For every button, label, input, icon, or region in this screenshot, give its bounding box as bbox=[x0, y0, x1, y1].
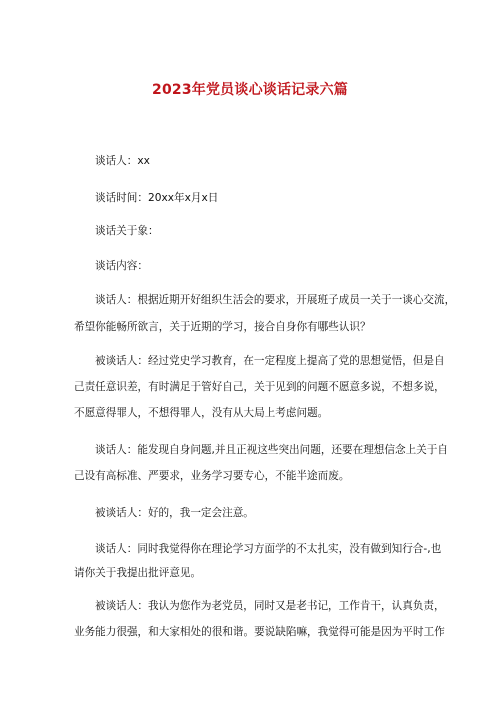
paragraph-line: 希望你能畅所欲言，关于近期的学习，接合自身你有哪些认识？ bbox=[74, 321, 371, 333]
paragraph-line: 谈话关于象： bbox=[95, 225, 159, 237]
paragraph-content-heading bbox=[74, 257, 430, 275]
paragraph-dialogue bbox=[74, 352, 445, 422]
paragraph-line: 谈话人：xx bbox=[95, 155, 150, 167]
paragraph-dialogue bbox=[74, 504, 430, 522]
paragraph-line: 被谈话人：经过党史学习教育，在一定程度上提高了党的思想觉悟，但是自 bbox=[95, 355, 445, 367]
paragraph-line: 请你关于我提出批评意见。 bbox=[74, 567, 202, 579]
paragraph-time bbox=[74, 189, 430, 207]
paragraph-dialogue bbox=[74, 597, 445, 641]
paragraph-line: 谈话人：能发现自身问题,并且正视这些突出问题，还要在理想信念上关于自 bbox=[95, 444, 448, 456]
paragraph-dialogue bbox=[74, 291, 456, 336]
paragraph-speaker bbox=[74, 152, 430, 170]
paragraph-line: 被谈话人：我认为您作为老党员，同时又是老书记，工作肯干，认真负责， bbox=[95, 600, 445, 612]
paragraph-line: 谈话人：同时我觉得你在理论学习方面学的不太扎实，没有做到知行合-,也 bbox=[95, 543, 442, 555]
document-title: 2023年党员谈心谈话记录六篇 bbox=[152, 82, 348, 98]
paragraph-line: 被谈话人：好的，我一定会注意。 bbox=[95, 507, 254, 519]
paragraph-line: 己责任意识差，有时满足于管好自己，关于见到的问题不愿意多说，不想多说， bbox=[74, 381, 445, 393]
paragraph-dialogue bbox=[74, 540, 442, 582]
paragraph-line: 谈话人：根据近期开好组织生活会的要求，开展班子成员一关于一谈心交流， bbox=[95, 294, 456, 306]
paragraph-subject bbox=[74, 222, 430, 240]
paragraph-line: 谈话内容： bbox=[95, 260, 148, 272]
paragraph-line: 不愿意得罪人，不想得罪人，没有从大局上考虑问题。 bbox=[74, 407, 329, 419]
paragraph-dialogue bbox=[74, 441, 448, 485]
paragraph-line: 谈话时间：20xx年x月x日 bbox=[95, 192, 219, 204]
paragraph-line: 己设有高标准、严要求，业务学习要专心，不能半途而废。 bbox=[74, 470, 350, 482]
paragraph-line: 业务能力很强，和大家相处的很和谐。要说缺陷嘛，我觉得可能是因为平时工作 bbox=[74, 626, 445, 638]
